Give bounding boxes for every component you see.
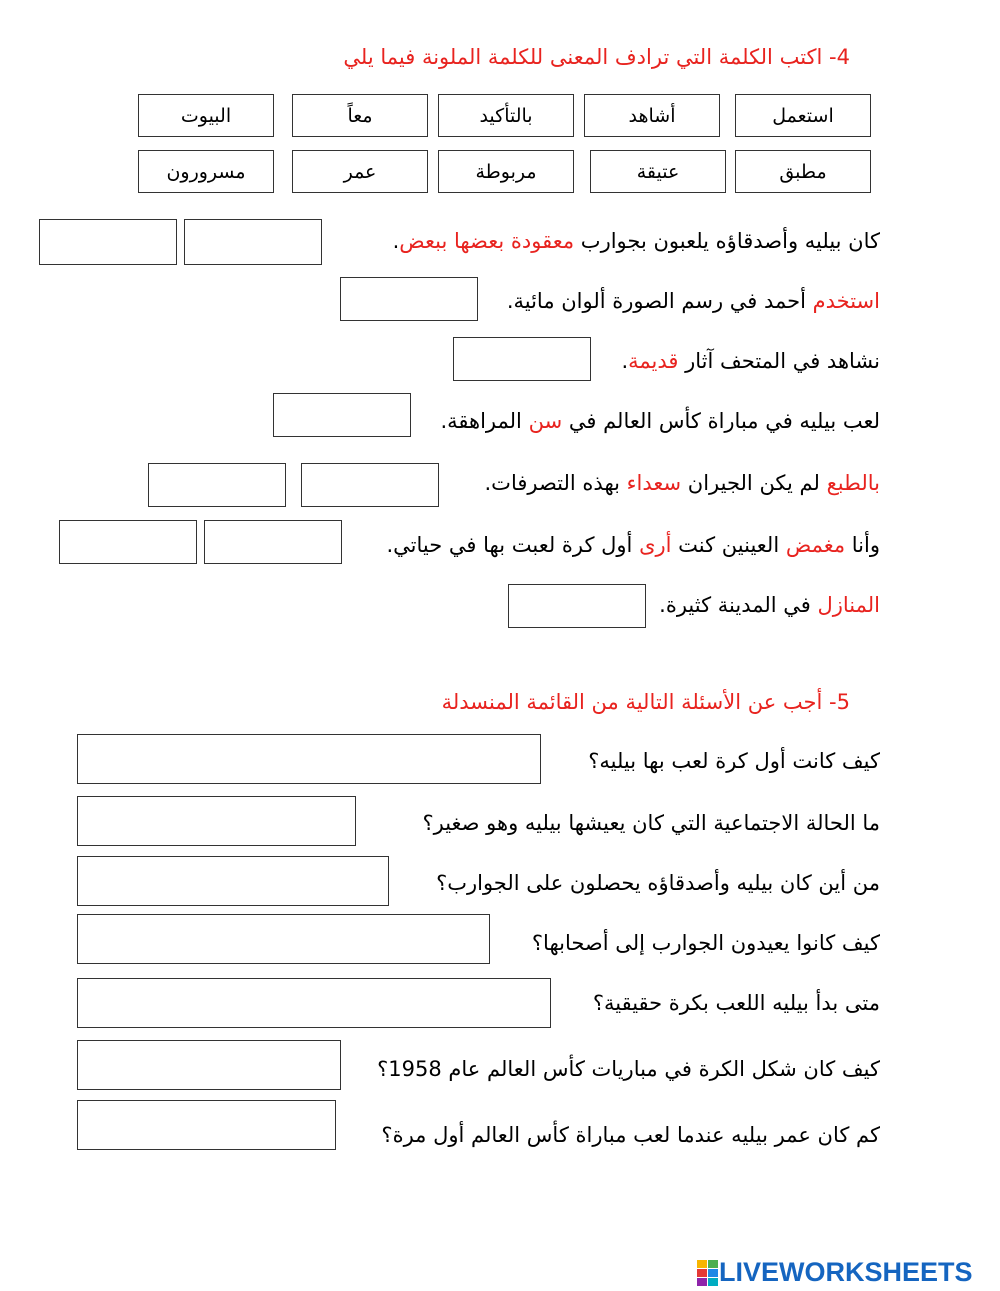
sentence-4 (440, 406, 880, 436)
sentence-2 (507, 286, 880, 316)
sentence-3 (621, 346, 880, 376)
sentence-text: بهذه التصرفات. (484, 471, 627, 495)
sentence-text: وأنا (845, 533, 880, 557)
sentence-6 (387, 530, 881, 560)
question-2: ما الحالة الاجتماعية التي كان يعيشها بيليه وهو صغير؟ (422, 811, 880, 835)
word-bank-item: استعمل (735, 94, 871, 137)
highlighted-word: معقودة بعضها ببعض (399, 229, 575, 253)
highlighted-word: سن (528, 409, 563, 433)
sentence-text: في المدينة كثيرة. (659, 593, 818, 617)
answer-box[interactable] (340, 277, 478, 321)
sentence-text: نشاهد في المتحف آثار (678, 349, 880, 373)
highlighted-word: المنازل (817, 593, 880, 617)
answer-box[interactable] (39, 219, 177, 265)
answer-box[interactable] (184, 219, 322, 265)
highlighted-word: استخدم (812, 289, 880, 313)
answer-box[interactable] (508, 584, 646, 628)
word-bank-item: مربوطة (438, 150, 574, 193)
answer-box[interactable] (59, 520, 197, 564)
answer-dropdown[interactable] (77, 1040, 341, 1090)
sentence-text: لم يكن الجيران (681, 471, 827, 495)
sentence-5 (485, 468, 881, 498)
section-5-title: 5- أجب عن الأسئلة التالية من القائمة المنسدلة (441, 690, 850, 714)
sentence-text: لعب بيليه في مباراة كأس العالم في (562, 409, 880, 433)
answer-dropdown[interactable] (77, 796, 356, 846)
word-bank-item: البيوت (138, 94, 274, 137)
highlighted-word: سعداء (626, 471, 682, 495)
word-bank-item: أشاهد (584, 94, 720, 137)
highlighted-word: مغمض (785, 533, 846, 557)
word-bank-item: معاً (292, 94, 428, 137)
word-bank-item: عمر (292, 150, 428, 193)
answer-dropdown[interactable] (77, 914, 490, 964)
word-bank-item: عتيقة (590, 150, 726, 193)
highlighted-word: قديمة (628, 349, 679, 373)
answer-box[interactable] (148, 463, 286, 507)
sentence-text: العينين كنت (671, 533, 786, 557)
answer-dropdown[interactable] (77, 1100, 336, 1150)
highlighted-word: بالطبع (826, 471, 880, 495)
answer-dropdown[interactable] (77, 978, 551, 1028)
answer-box[interactable] (301, 463, 439, 507)
sentence-7 (659, 590, 880, 620)
answer-box[interactable] (204, 520, 342, 564)
section-4-title: 4- اكتب الكلمة التي ترادف المعنى للكلمة الملونة فيما يلي (343, 45, 850, 69)
sentence-text: أول كرة لعبت بها في حياتي. (386, 533, 640, 557)
question-1: كيف كانت أول كرة لعب بها بيليه؟ (588, 749, 880, 773)
highlighted-word: أرى (639, 533, 672, 557)
sentence-text: المراهقة. (440, 409, 529, 433)
sentence-1 (393, 226, 880, 256)
answer-box[interactable] (273, 393, 411, 437)
word-bank-item: بالتأكيد (438, 94, 574, 137)
sentence-text: . (621, 349, 629, 373)
answer-box[interactable] (453, 337, 591, 381)
liveworksheets-logo (697, 1257, 973, 1288)
sentence-text: أحمد في رسم الصورة ألوان مائية. (506, 289, 813, 313)
answer-dropdown[interactable] (77, 734, 541, 784)
brand-name: LIVEWORKSHEETS (719, 1257, 973, 1287)
answer-dropdown[interactable] (77, 856, 389, 906)
sentence-text: كان بيليه وأصدقاؤه يلعبون بجوارب (574, 229, 880, 253)
word-bank-item: مطبق (735, 150, 871, 193)
question-4: كيف كانوا يعيدون الجوارب إلى أصحابها؟ (531, 931, 880, 955)
question-3: من أين كان بيليه وأصدقاؤه يحصلون على الجوارب؟ (436, 871, 880, 895)
liveworksheets-logo-icon (697, 1260, 719, 1286)
question-7: كم كان عمر بيليه عندما لعب مباراة كأس العالم أول مرة؟ (381, 1123, 880, 1147)
word-bank-item: مسرورون (138, 150, 274, 193)
sentence-text: . (392, 229, 400, 253)
question-6: كيف كان شكل الكرة في مباريات كأس العالم عام 1958؟ (377, 1057, 880, 1081)
question-5: متى بدأ بيليه اللعب بكرة حقيقية؟ (592, 991, 880, 1015)
